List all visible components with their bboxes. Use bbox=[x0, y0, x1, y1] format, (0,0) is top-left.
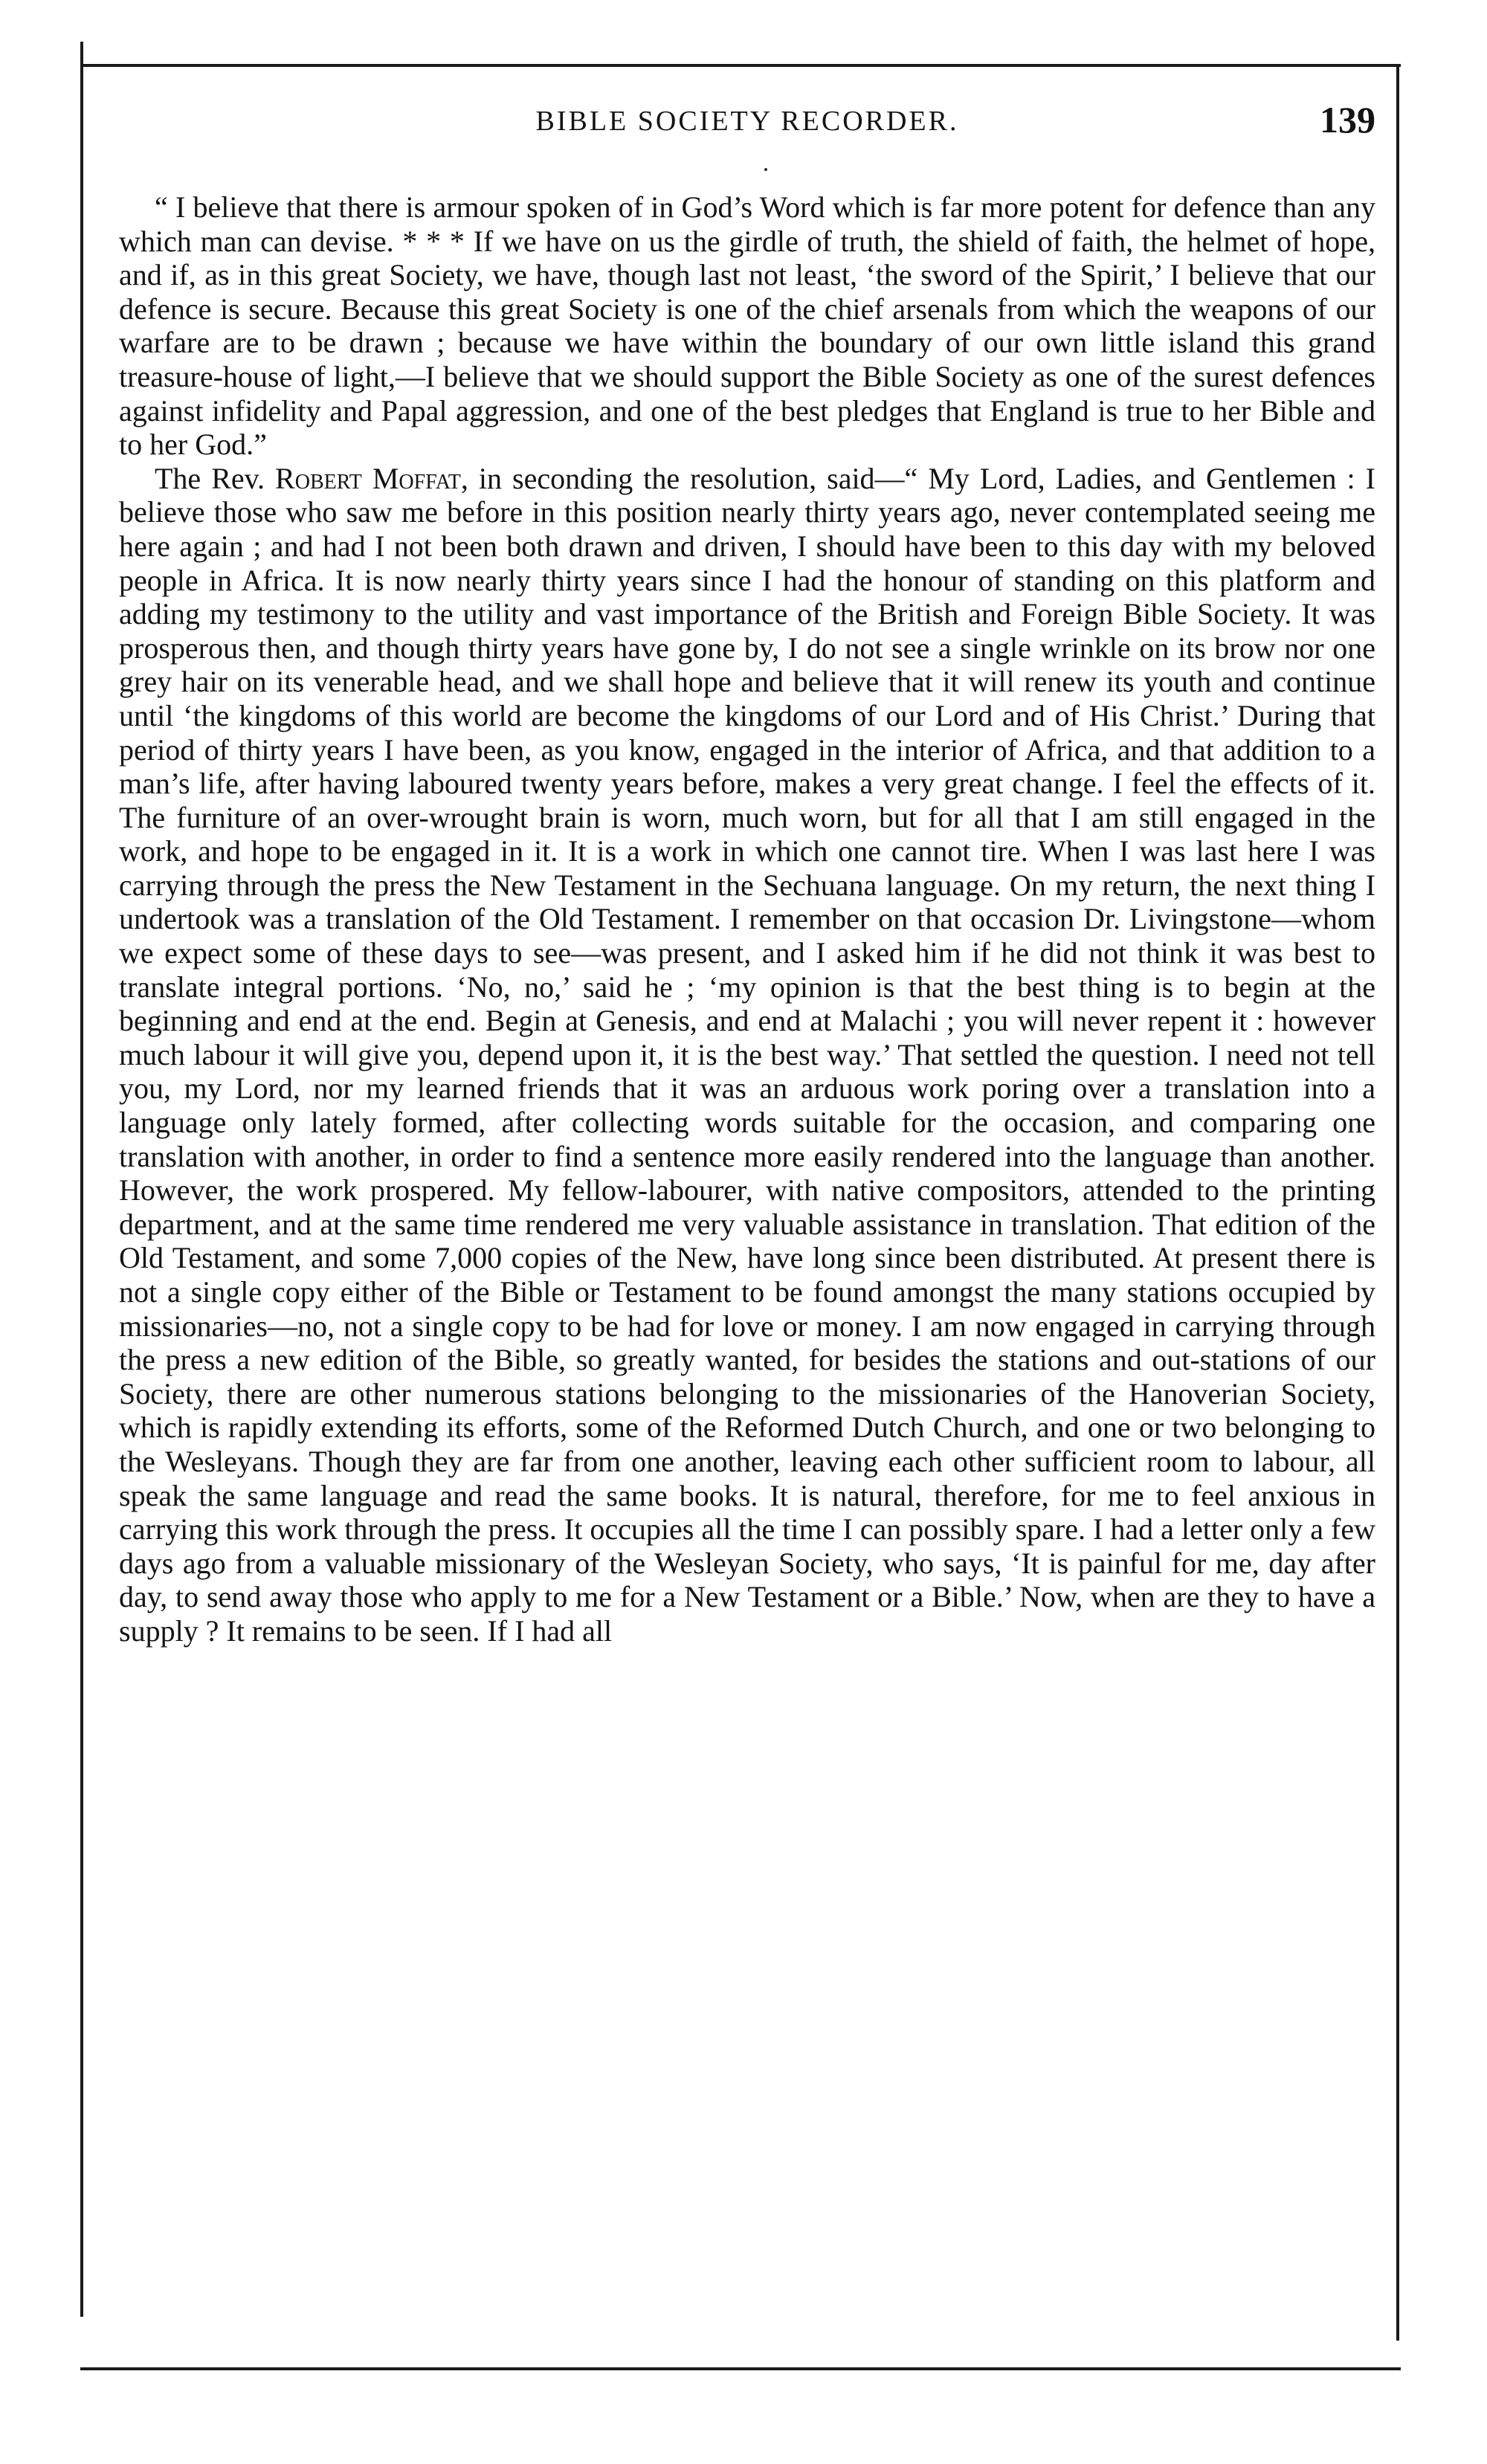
page-border-bottom bbox=[80, 2367, 1401, 2370]
moffat-speech-paragraph bbox=[119, 462, 1375, 1648]
quote-paragraph: “ I believe that there is armour spoken of in God’s Word which is far more potent for defence than any which man can devise. * * * If we have on us the girdle of truth, the shield of faith, the helmet of hope, and if, as in this great Society, we have, though last not least, ‘the sword of the Spirit,’ I believe that our defence is secure. Because this great Society is one of the chief arsenals from which the weapons of our warfare are to be drawn ; because we have within the boundary of our own little island this grand treasure-house of light,—I believe that we should support the Bible Society as one of the surest defences against infidelity and Papal aggression, and one of the best pledges that England is true to her Bible and to her God.” bbox=[119, 190, 1375, 462]
print-speck bbox=[764, 168, 767, 171]
speaker-name: Robert Moffat bbox=[275, 461, 461, 495]
speech-text: , in seconding the resolution, said—“ My Lord, Ladies, and Gentlemen : I believe those who saw me before in this position nearly thirty years ago, never contemplated seeing me here again ; and had I not been both drawn and driven, I should have been to this day with my beloved people in Africa. It is now nearly thirty years since I had the honour of standing on this platform and adding my testimony to the utility and vast importance of the British and Foreign Bible Society. It was prosperous then, and though thirty years have gone by, I do not see a single wrinkle on its brow nor one grey hair on its venerable head, and we shall hope and believe that it will renew its youth and continue until ‘the kingdoms of this world are become the kingdoms of our Lord and of His Christ.’ During that period of thirty years I have been, as you know, engaged in the interior of Africa, and that addition to a man’s life, after having laboured twenty years before, makes a very great change. I feel the effects of it. The furniture of an over-wrought brain is worn, much worn, but for all that I am still engaged in the work, and hope to be engaged in it. It is a work in which one cannot tire. When I was last here I was carrying through the press the New Testament in the Sechuana language. On my return, the next thing I undertook was a translation of the Old Testament. I remember on that occasion Dr. Livingstone—whom we expect some of these days to see—was present, and I asked him if he did not think it was best to translate integral portions. ‘No, no,’ said he ; ‘my opinion is that the best thing is to begin at the beginning and end at the end. Begin at Genesis, and end at Malachi ; you will never repent it : however much labour it will give you, depend upon it, it is the best way.’ That settled the question. I need not tell you, my Lord, nor my learned friends that it was an arduous work poring over a translation into a language only lately formed, after collecting words suitable for the occasion, and comparing one translation with another, in order to find a sentence more easily rendered into the language than another. However, the work prospered. My fellow-labourer, with native compositors, attended to the printing department, and at the same time rendered me very valuable assistance in translation. That edition of the Old Testament, and some 7,000 copies of the New, have long since been distributed. At present there is not a single copy either of the Bible or Testament to be found amongst the many stations occupied by missionaries—no, not a single copy to be had for love or money. I am now engaged in carrying through the press a new edition of the Bible, so greatly wanted, for besides the stations and out-stations of our Society, there are other numerous stations belonging to the missionaries of the Hanoverian Society, which is rapidly extending its efforts, some of the Reformed Dutch Church, and one or two belonging to the Wesleyans. Though they are far from one another, leaving each other sufficient room to labour, all speak the same language and read the same books. It is natural, therefore, for me to feel anxious in carrying this work through the press. It occupies all the time I can possibly spare. I had a letter only a few days ago from a valuable missionary of the Wesleyan Society, who says, ‘It is painful for me, day after day, to send away those who apply to me for a New Testament or a Bible.’ Now, when are they to have a supply ? It remains to be seen. If I had all bbox=[119, 461, 1375, 1648]
running-title: BIBLE SOCIETY RECORDER. bbox=[535, 106, 959, 137]
page-border-right bbox=[1396, 65, 1399, 2341]
page-border-left bbox=[80, 42, 83, 2317]
page-border-top bbox=[80, 64, 1401, 67]
running-head bbox=[119, 99, 1375, 147]
article-body bbox=[119, 190, 1375, 1648]
page-number: 139 bbox=[1320, 99, 1375, 141]
paragraph-lead: The Rev. bbox=[155, 461, 276, 495]
